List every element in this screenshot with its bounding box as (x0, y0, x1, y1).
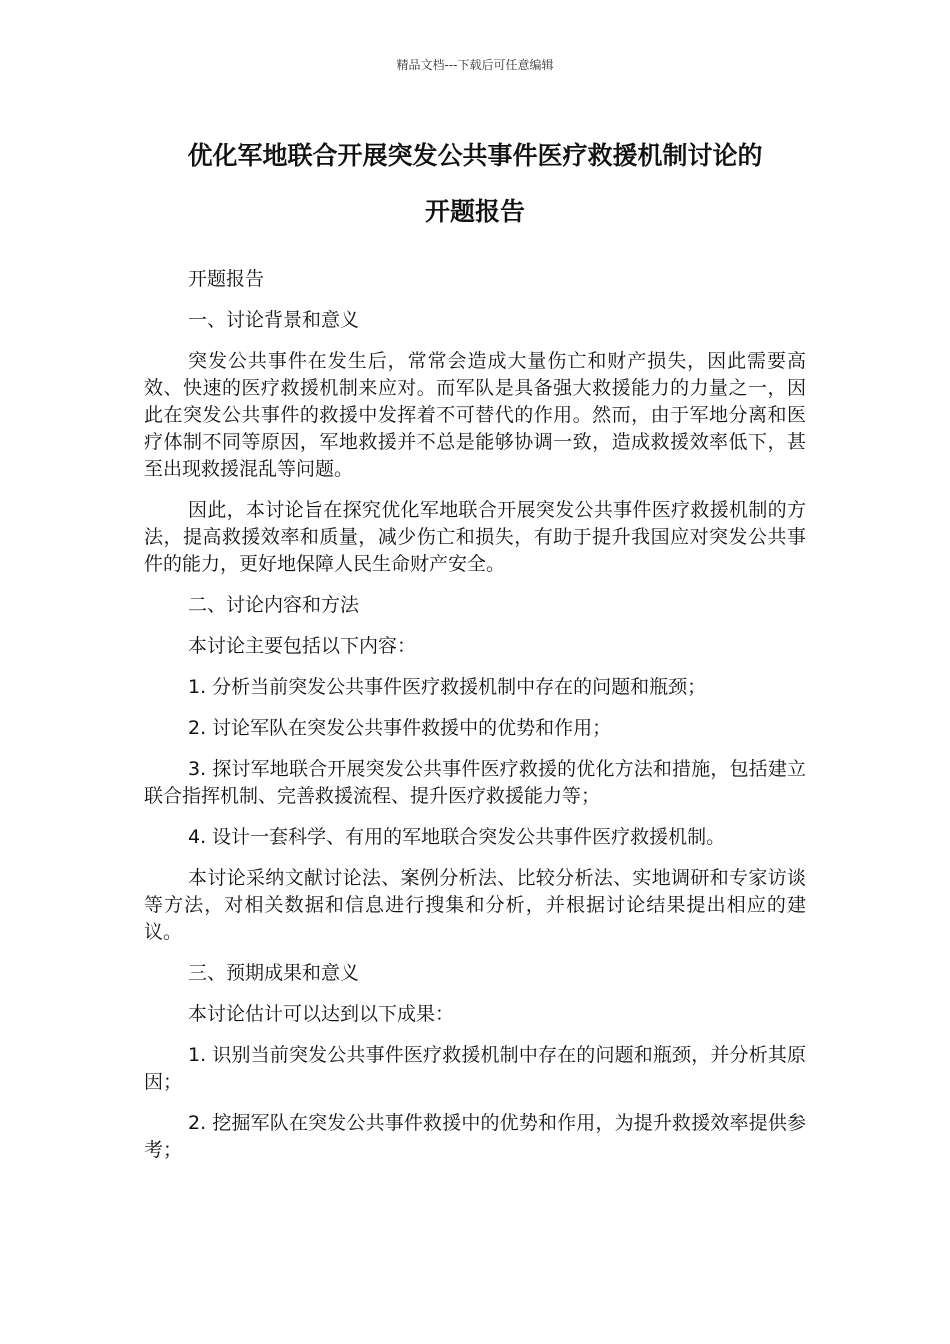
document-body (144, 266, 806, 1178)
page-header: 精品文档---下载后可任意编辑 (396, 58, 554, 72)
document-title (130, 128, 820, 240)
paragraph: 本讨论主要包括以下内容： (188, 635, 417, 657)
list-item: 4. 设计一套科学、有用的军地联合突发公共事件医疗救援机制。 (188, 826, 726, 848)
list-item: 1. 分析当前突发公共事件医疗救援机制中存在的问题和瓶颈； (188, 676, 707, 698)
paragraph: 本讨论估计可以达到以下成果： (188, 1003, 455, 1025)
list-item: 1. 识别当前突发公共事件医疗救援机制中存在的问题和瓶颈，并分析其原因； (144, 1044, 806, 1093)
list-item: 2. 挖掘军队在突发公共事件救援中的优势和作用，为提升救援效率提供参考； (144, 1112, 806, 1161)
section-heading-content-method: 二、讨论内容和方法 (188, 594, 360, 616)
paragraph-report-label: 开题报告 (188, 268, 265, 290)
title-line-2: 开题报告 (424, 197, 525, 226)
paragraph: 突发公共事件在发生后，常常会造成大量伤亡和财产损失，因此需要高效、快速的医疗救援机制来应对。而军队是具备强大救援能力的力量之一，因此在突发公共事件的救援中发挥着不可替代的作用。然而，由于军地分离和医疗体制不同等原因，军地救援并不总是能够协调一致，造成救援效率低下，甚至出现救援混乱等问题。 (144, 350, 806, 480)
list-item: 2. 讨论军队在突发公共事件救援中的优势和作用； (188, 717, 612, 739)
paragraph: 本讨论采纳文献讨论法、案例分析法、比较分析法、实地调研和专家访谈等方法，对相关数据和信息进行搜集和分析，并根据讨论结果提出相应的建议。 (144, 867, 806, 943)
section-heading-expected-results: 三、预期成果和意义 (188, 962, 360, 984)
list-item: 3. 探讨军地联合开展突发公共事件医疗救援的优化方法和措施，包括建立联合指挥机制、完善救援流程、提升医疗救援能力等； (144, 758, 806, 807)
section-heading-background: 一、讨论背景和意义 (188, 309, 360, 331)
paragraph: 因此，本讨论旨在探究优化军地联合开展突发公共事件医疗救援机制的方法，提高救援效率和质量，减少伤亡和损失，有助于提升我国应对突发公共事件的能力，更好地保障人民生命财产安全。 (144, 499, 806, 575)
title-line-1: 优化军地联合开展突发公共事件医疗救援机制讨论的 (187, 141, 763, 170)
